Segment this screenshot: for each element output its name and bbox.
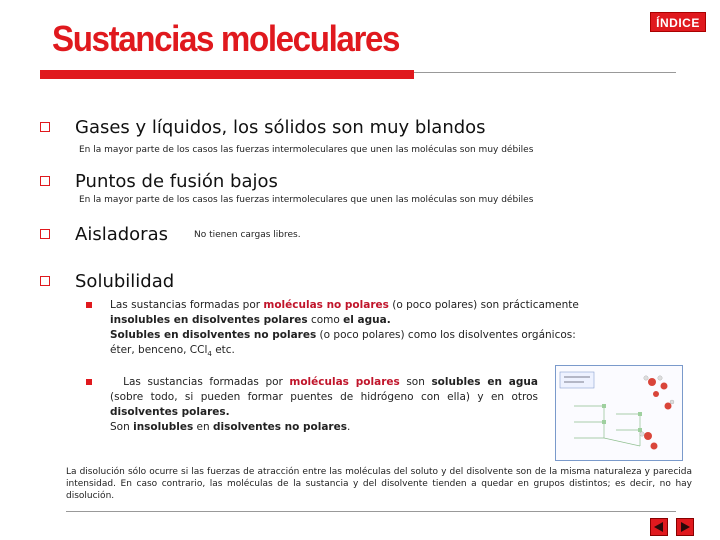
text: (o poco polares) como los disolventes orgánicos: [316, 329, 576, 341]
bullet-icon [40, 229, 50, 239]
section-heading: Puntos de fusión bajos [75, 171, 278, 192]
solubility-paragraph-polar [110, 375, 538, 435]
triangle-right-icon [677, 519, 693, 535]
bottom-note: La disolución sólo ocurre si las fuerzas de atracción entre las moléculas del soluto y del disolvente son de la misma naturaleza y parecida intensidad. En caso contrario, las moléculas de la sustancia y del disolvente tienden a quedar en grupos distintos; es decir, no hay disolución. [66, 467, 692, 501]
prev-slide-button[interactable] [650, 518, 668, 536]
text: éter, benceno, CCl [110, 344, 208, 356]
keyword-nonpolar-molecules: moléculas no polares [263, 299, 389, 311]
section-heading: Aisladoras [75, 224, 168, 245]
keyword: disolventes polares. [110, 406, 230, 418]
molecule-illustration[interactable] [555, 365, 683, 461]
sub-bullet-icon [86, 302, 92, 308]
footer-divider [66, 511, 676, 512]
header-divider [414, 72, 676, 73]
text: Las sustancias formadas por [110, 299, 264, 311]
section-heading: Solubilidad [75, 271, 175, 292]
sub-bullet-icon [86, 379, 92, 385]
section-note: En la mayor parte de los casos las fuerzas intermoleculares que unen las moléculas son muy débiles [79, 145, 534, 155]
index-button[interactable]: ÍNDICE [650, 12, 706, 32]
text: (o poco polares) son prácticamente [388, 299, 579, 311]
text: (sobre todo, si pueden formar puentes de hidrógeno con ella) y en otros [110, 391, 538, 403]
bullet-icon [40, 276, 50, 286]
page-title: Sustancias moleculares [52, 18, 400, 59]
section-note: En la mayor parte de los casos las fuerzas intermoleculares que unen las moléculas son muy débiles [79, 195, 534, 205]
title-underline [40, 70, 414, 79]
keyword: solubles en agua [431, 376, 538, 388]
bullet-icon [40, 122, 50, 132]
next-slide-button[interactable] [676, 518, 694, 536]
keyword: insolubles en disolventes polares [110, 314, 308, 326]
section-note: No tienen cargas libres. [194, 230, 301, 240]
molecule-diagram-icon [556, 366, 683, 461]
keyword: Solubles en disolventes no polares [110, 329, 317, 341]
text: como [307, 314, 344, 326]
text: en [193, 421, 213, 433]
text: son [399, 376, 432, 388]
keyword-polar-molecules: moléculas polares [289, 376, 400, 388]
text: Las sustancias formadas por [123, 376, 290, 388]
triangle-left-icon [651, 519, 667, 535]
solubility-paragraph-nonpolar [110, 298, 670, 362]
text: etc. [211, 344, 235, 356]
keyword: el agua. [343, 314, 391, 326]
keyword: disolventes no polares [213, 421, 347, 433]
subscript: 4 [207, 350, 212, 359]
keyword: insolubles [133, 421, 194, 433]
text: . [346, 421, 351, 433]
bullet-icon [40, 176, 50, 186]
text: Son [110, 421, 134, 433]
section-heading: Gases y líquidos, los sólidos son muy blandos [75, 117, 486, 138]
